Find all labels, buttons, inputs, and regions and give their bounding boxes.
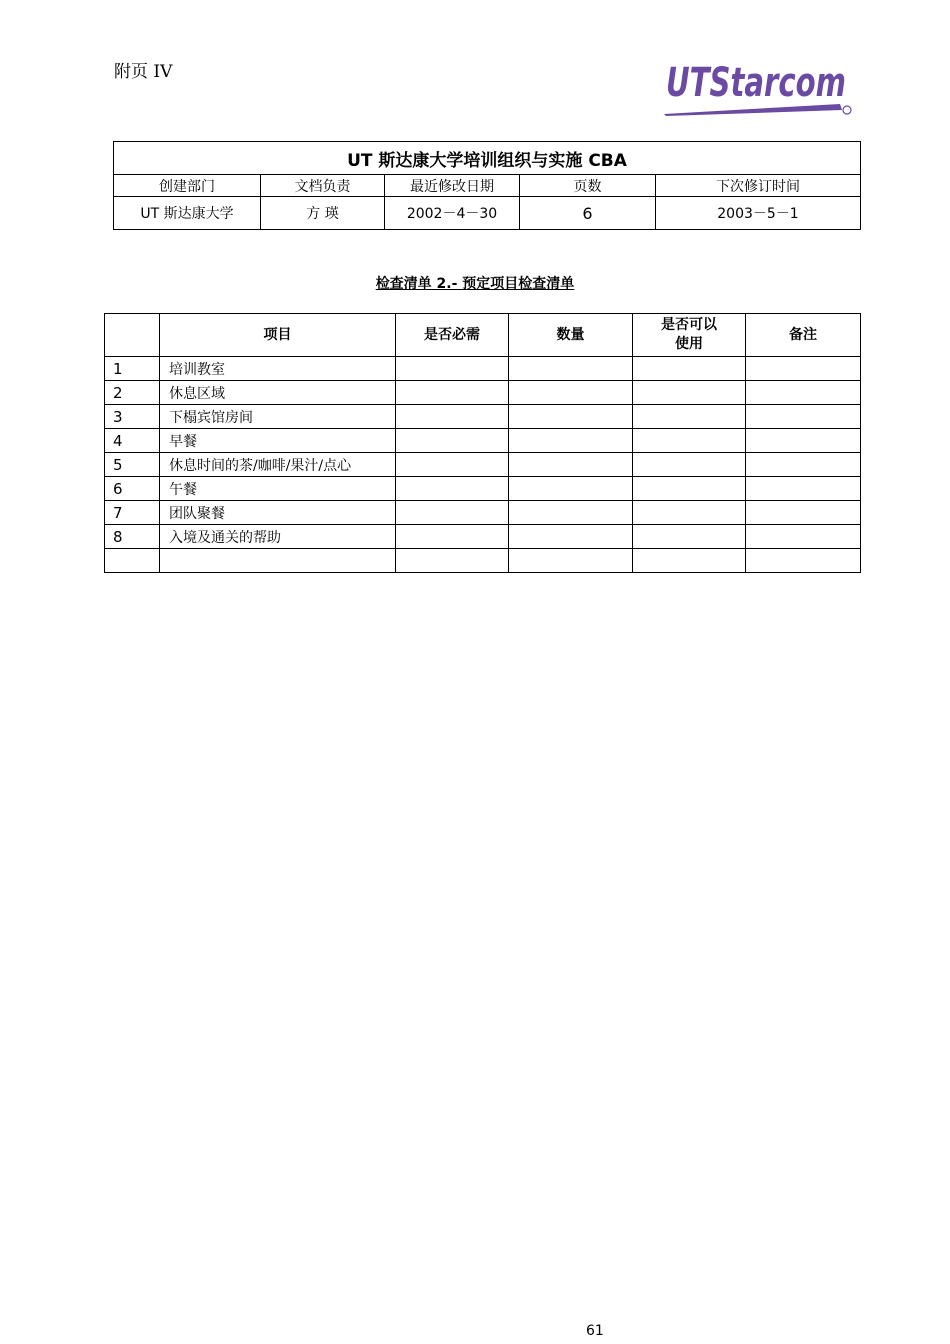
row-remarks [746,381,861,405]
row-usable [633,357,746,381]
checklist-table [104,313,861,573]
logo-text: UTStarcom [666,60,846,106]
row-number: 5 [105,453,160,477]
header-last-modified: 最近修改日期 [385,175,520,197]
row-number [105,549,160,573]
row-number: 1 [105,357,160,381]
header-department: 创建部门 [114,175,261,197]
row-item [160,549,396,573]
row-quantity [509,549,633,573]
header-pages: 页数 [520,175,656,197]
row-number: 2 [105,381,160,405]
row-required [396,429,509,453]
row-quantity [509,429,633,453]
header-next-revision: 下次修订时间 [656,175,861,197]
table-row [105,501,861,525]
row-required [396,405,509,429]
value-next-revision: 2003－5－1 [656,197,861,230]
row-quantity [509,381,633,405]
row-remarks [746,405,861,429]
row-remarks [746,477,861,501]
row-required [396,549,509,573]
row-quantity [509,501,633,525]
row-required [396,453,509,477]
row-number: 7 [105,501,160,525]
row-number: 6 [105,477,160,501]
row-required [396,525,509,549]
table-row [105,453,861,477]
page-number: 61 [586,1323,604,1339]
utstarcom-logo [660,52,855,118]
row-item: 午餐 [160,477,396,501]
table-row [105,405,861,429]
row-number: 4 [105,429,160,453]
row-item: 下榻宾馆房间 [160,405,396,429]
row-remarks [746,453,861,477]
row-quantity [509,405,633,429]
row-item: 休息时间的茶/咖啡/果汁/点心 [160,453,396,477]
row-remarks [746,549,861,573]
col-required: 是否必需 [396,314,509,357]
row-remarks [746,357,861,381]
row-item: 培训教室 [160,357,396,381]
row-item: 团队聚餐 [160,501,396,525]
row-required [396,477,509,501]
row-usable [633,525,746,549]
table-row [105,429,861,453]
appendix-label: 附页 IV [114,62,173,82]
row-item: 休息区域 [160,381,396,405]
col-item: 项目 [160,314,396,357]
row-quantity [509,357,633,381]
table-row [105,357,861,381]
table-row [105,549,861,573]
table-row [105,381,861,405]
row-usable [633,477,746,501]
table-row [105,525,861,549]
value-owner: 方 瑛 [261,197,385,230]
row-required [396,357,509,381]
row-quantity [509,453,633,477]
row-remarks [746,429,861,453]
col-usable-line1: 是否可以 [661,317,717,333]
row-usable [633,405,746,429]
document-info-table [113,141,861,230]
row-usable [633,429,746,453]
checklist-subtitle: 检查清单 2.- 预定项目检查清单 [375,276,575,292]
value-last-modified: 2002－4－30 [385,197,520,230]
row-quantity [509,525,633,549]
col-remarks: 备注 [746,314,861,357]
col-usable-line2: 使用 [675,336,703,352]
table-row [105,477,861,501]
col-quantity: 数量 [509,314,633,357]
col-number [105,314,160,357]
row-required [396,381,509,405]
document-title: UT 斯达康大学培训组织与实施 CBA [114,142,861,175]
row-usable [633,549,746,573]
row-usable [633,453,746,477]
row-number: 3 [105,405,160,429]
row-remarks [746,501,861,525]
col-usable [633,314,746,357]
row-number: 8 [105,525,160,549]
row-usable [633,501,746,525]
row-quantity [509,477,633,501]
row-required [396,501,509,525]
row-remarks [746,525,861,549]
value-department: UT 斯达康大学 [114,197,261,230]
row-item: 入境及通关的帮助 [160,525,396,549]
row-item: 早餐 [160,429,396,453]
header-owner: 文档负责 [261,175,385,197]
row-usable [633,381,746,405]
value-pages: 6 [520,197,656,230]
